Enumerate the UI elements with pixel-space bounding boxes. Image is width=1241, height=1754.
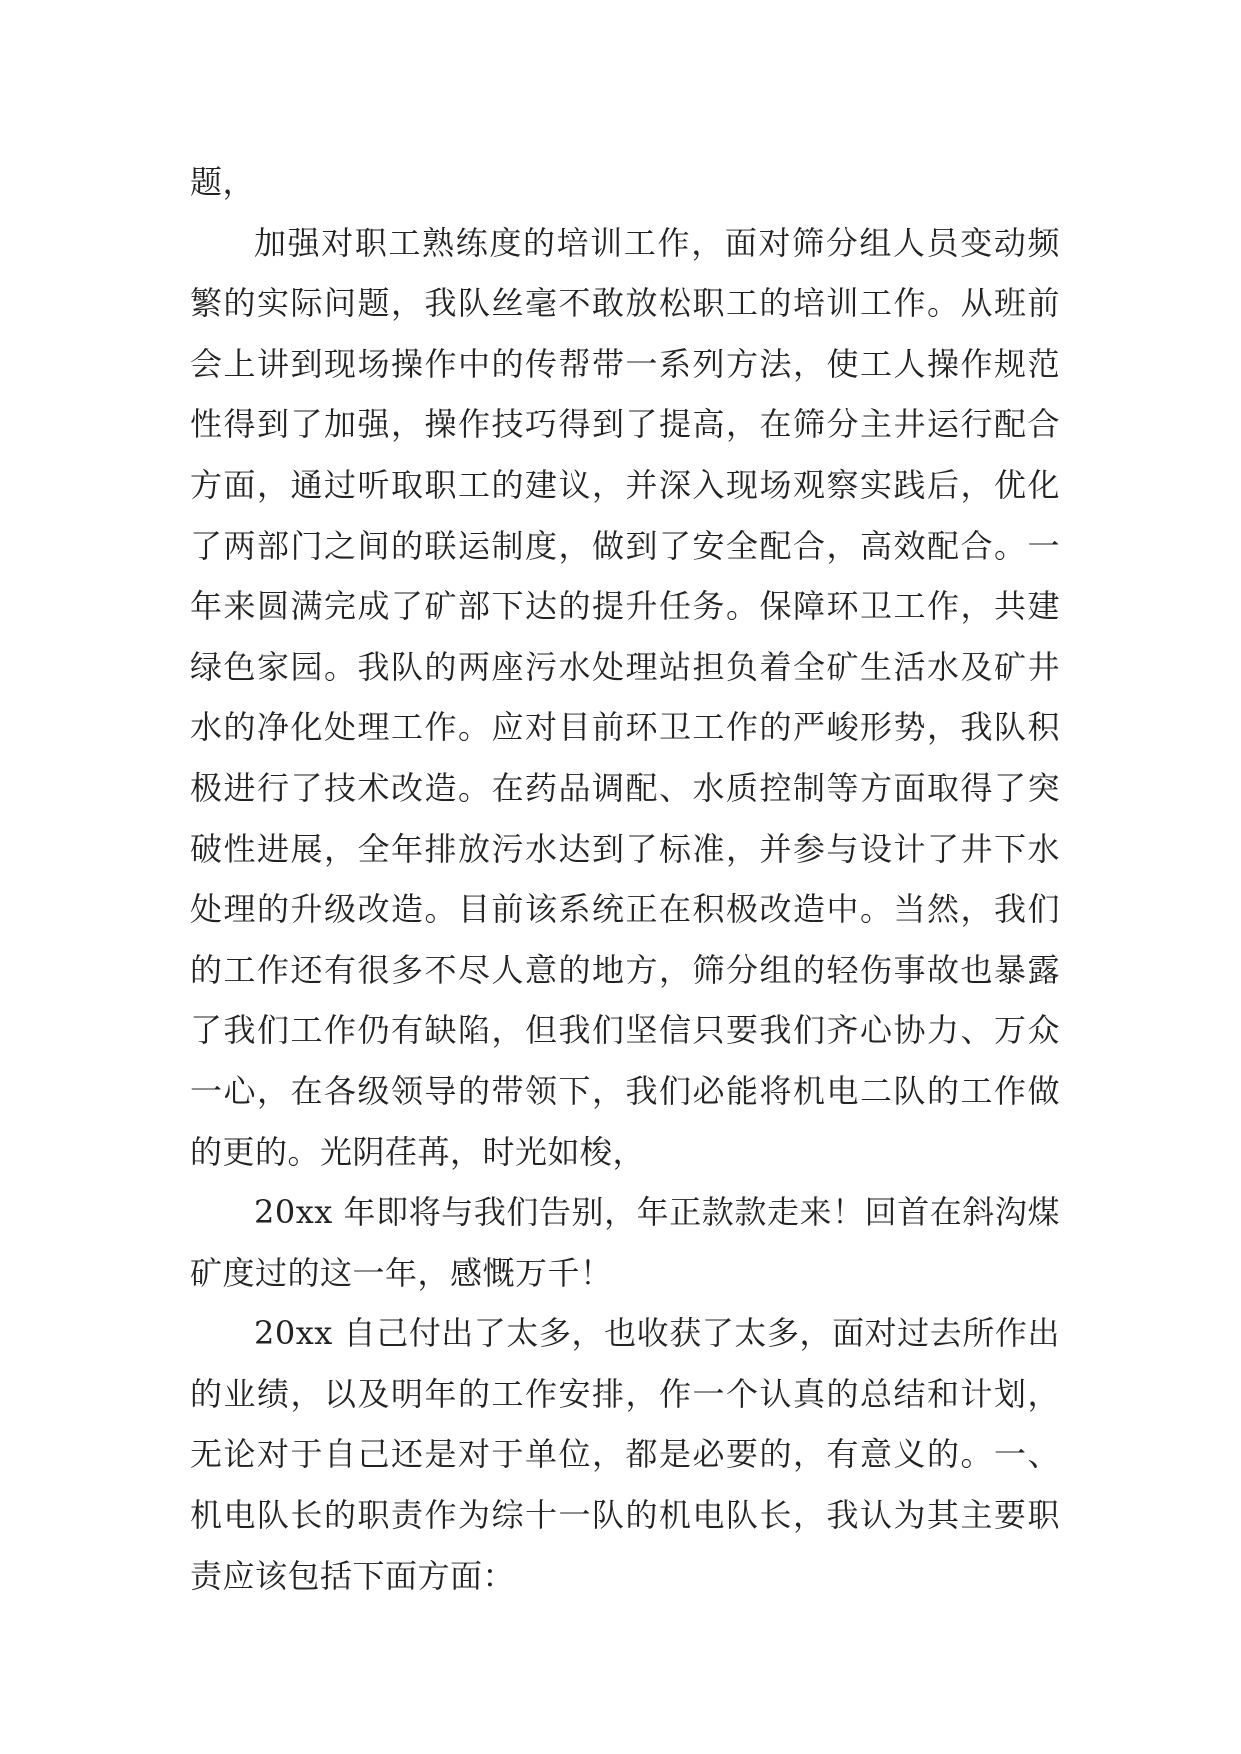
paragraph-continuation: 题， bbox=[190, 163, 256, 201]
paragraph-year-review: 20xx 年即将与我们告别，年正款款走来！回首在斜沟煤矿度过的这一年，感慨万千！ bbox=[190, 1193, 1060, 1292]
paragraph-training-and-environment: 加强对职工熟练度的培训工作，面对筛分组人员变动频繁的实际问题，我队丝毫不敢放松职工的培训工作。从班前会上讲到现场操作中的传帮带一系列方法，使工人操作规范性得到了加强，操作技巧得到了提高，在筛分主井运行配合方面，通过听取职工的建议，并深入现场观察实践后，优化了两部门之间的联运制度，做到了安全配合，高效配合。一年来圆满完成了矿部下达的提升任务。保障环卫工作，共建绿色家园。我队的两座污水处理站担负着全矿生活水及矿井水的净化处理工作。应对目前环卫工作的严峻形势，我队积极进行了技术改造。在药品调配、水质控制等方面取得了突破性进展，全年排放污水达到了标准，并参与设计了井下水处理的升级改造。目前该系统正在积极改造中。当然，我们的工作还有很多不尽人意的地方，筛分组的轻伤事故也暴露了我们工作仍有缺陷，但我们坚信只要我们齐心协力、万众一心，在各级领导的带领下，我们必能将机电二队的工作做的更的。光阴荏苒，时光如梭， bbox=[190, 223, 1060, 1171]
document-body bbox=[190, 152, 1060, 1606]
paragraph-duties-intro: 20xx 自己付出了太多，也收获了太多，面对过去所作出的业绩，以及明年的工作安排，作一个认真的总结和计划，无论对于自己还是对于单位，都是必要的，有意义的。一、机电队长的职责作为综十一队的机电队长，我认为其主要职责应该包括下面方面： bbox=[190, 1314, 1060, 1595]
